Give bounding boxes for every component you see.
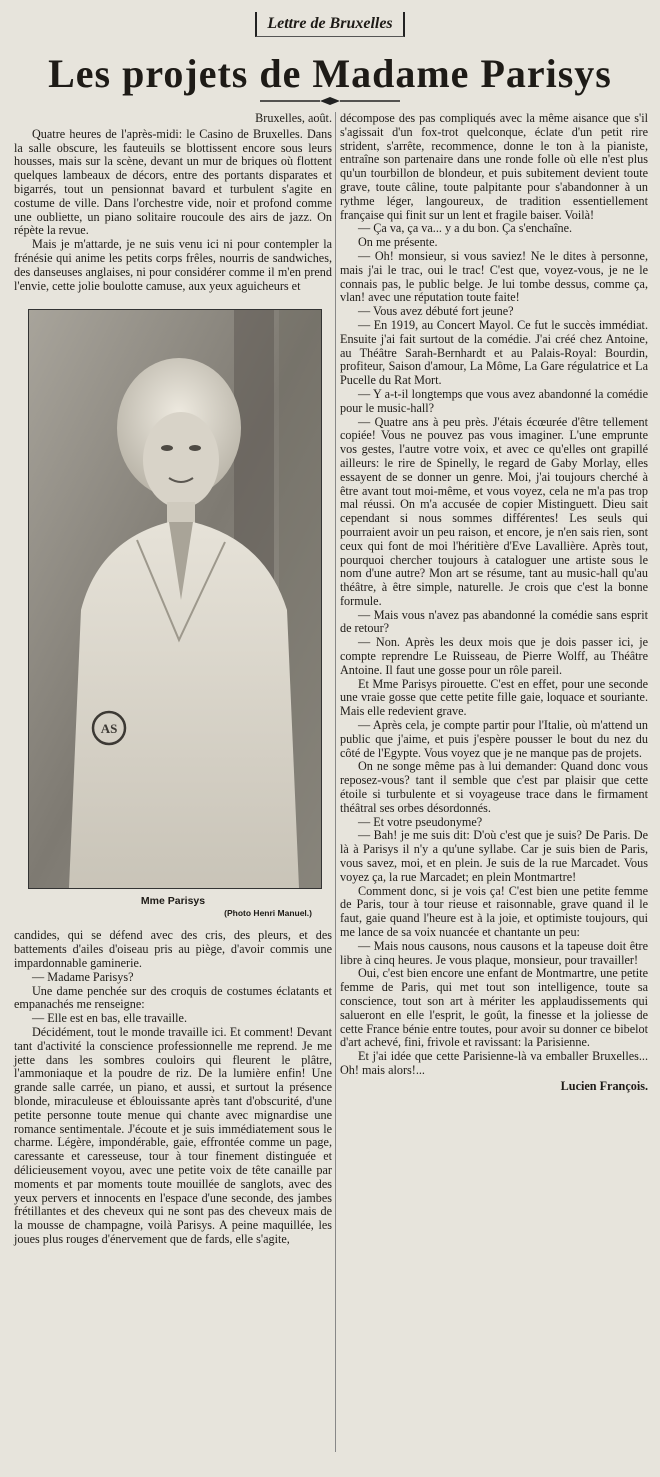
paragraph: — Madame Parisys?: [32, 969, 134, 984]
column-divider: [335, 112, 336, 1452]
paragraph: — Mais nous causons, nous causons et la tapeuse doit être libre à cinq heures. Je vous plaque, monsieur, pour travailler!: [340, 938, 648, 967]
paragraph: — Y a-t-il longtemps que vous avez abandonné la comédie pour le music-hall?: [340, 386, 648, 415]
left-column: [14, 112, 332, 1247]
paragraph: décompose des pas compliqués avec la même aisance que s'il s'agissait d'un fox-trot quelconque, éclate d'un petit rire strident, s'arrête, recommence, donne le ton à la pianiste, entraîne son partenaire dans une ronde folle où elle n'est plus qu'un tourbillon de blondeur, et puis subitement devient toute grave, toute câline, toute palpitante pour s'abandonner à un rythme léger, langoureux, de tradition essentiellement française qui finit sur un lent et fragile baiser. Voilà!: [340, 111, 648, 222]
portrait-photo: [28, 309, 322, 889]
rubric-label: Lettre de Bruxelles: [255, 12, 404, 37]
paragraph: — En 1919, au Concert Mayol. Ce fut le succès immédiat. Ensuite j'ai fait surtout de la comédie. J'ai créé chez Antoine, au Théâtre Sarah-Bernhardt et au Palais-Royal: Bourdin, profiteur, Saison d'amour, La Môme, La Gare régulatrice et La Pucelle du Rat Mort.: [340, 317, 648, 388]
paragraph: On ne songe même pas à lui demander: Quand donc vous reposez-vous? tant il semble que c'est par plaisir que cette étoile si turbulente et si voyageuse trace dans le firmament théâtral ses orbes désordonnés.: [340, 759, 648, 815]
paragraph: Quatre heures de l'après-midi: le Casino de Bruxelles. Dans la salle obscure, les fauteuils se blottissent encore sous leurs housses, mais sur la scène, devant un mur de briques où flottent quelques lambeaux de décors, entre des portants disparates et bigarrés, tout un pensionnat bavard et turbulent s'agite en costume de ville. Dans l'orchestre vide, noir et profond comme une oubliette, un piano solitaire roucoule des airs de jazz. On répète la revue.: [14, 126, 332, 238]
paragraph: — Et votre pseudonyme?: [358, 814, 483, 829]
paragraph: — Quatre ans à peu près. J'étais écœurée d'être tellement copiée! Vous ne pouvez pas vous imaginer. L'une emprunte vos gestes, l'autre votre voix, et avec ce qu'elles ont grapillé ailleurs: le rire de Spinelly, le regard de Gaby Morlay, elles essayent de se donner un genre. Moi, j'ai toujours cherché à être avant tout moi-même, et vous voyez, cela ne m'a pas trop mal réussi. On m'a accusée de copier Mistinguett. Dieu sait cependant si nous sommes différentes! Les seuls qui pourraient avoir un peu raison, et encore, je n'en sais rien, sont ceux qui font de moi l'héritière d'Eve Lavallière. Après tout, pourquoi chercher toujours à cataloguer une artiste sous le nom d'une autre? Mon art se résume, tant au music-hall qu'au théâtre, à être simple, naturelle. Je crois que c'est la bonne formule.: [340, 414, 648, 608]
dateline: Bruxelles, août.: [255, 111, 332, 125]
paragraph: — Après cela, je compte partir pour l'Italie, où m'attend un public que j'aime, et puis j'espère pousser le bout du nez du côté de l'Egypte. Vous voyez que je ne manque pas de projets.: [340, 718, 648, 760]
photo-credit: (Photo Henri Manuel.): [224, 908, 312, 919]
article-title: Les projets de Madame Parisys: [48, 51, 612, 96]
paragraph: — Vous avez débuté fort jeune?: [358, 304, 514, 319]
portrait-image: [29, 310, 321, 888]
photo-caption: Mme Parisys: [140, 895, 206, 908]
svg-text:AS: AS: [100, 721, 118, 737]
author-signature: Lucien François.: [560, 1078, 648, 1093]
title-ornament: [260, 96, 400, 106]
paragraph: Mais je m'attarde, je ne suis venu ici ni pour contempler la frénésie qui anime les petits corps frêles, nourris de sandwiches, des danseuses anglaises, ni pour considérer comme il m'en prend l'envie, cette jolie boulotte camuse, aux yeux aguicheurs et: [14, 237, 332, 293]
paragraph: Une dame penchée sur des croquis de costumes éclatants et empanachés me renseigne:: [14, 983, 332, 1012]
paragraph: — Non. Après les deux mois que je dois passer ici, je compte reprendre Le Ruisseau, de Pierre Wolff, au Théâtre Antoine. Il faut une gosse pour un rôle pareil.: [340, 635, 648, 677]
paragraph: Et Mme Parisys pirouette. C'est en effet, pour une seconde une vraie gosse que cette petite fille gaie, loquace et souriante. Mais elle redevient grave.: [340, 676, 648, 719]
paragraph: On me présente.: [358, 235, 438, 250]
paragraph: — Mais vous n'avez pas abandonné la comédie sans esprit de retour?: [340, 607, 648, 636]
paragraph: — Oh! monsieur, si vous saviez! Ne le dites à personne, mais j'ai le trac, oui le trac! C'est que, voyez-vous, je ne le connais pas, le public belge. Je lui tombe dessus, comme ça, vlan! avec une réputation toute faite!: [340, 248, 648, 305]
paragraph: — Ça va, ça va... y a du bon. Ça s'enchaîne.: [358, 221, 573, 236]
paragraph: Comment donc, si je vois ça! C'est bien une petite femme de Paris, tour à tour rieuse et raisonnable, grave quand il le faut, gaie quand l'heure est à la joie, et optimiste toujours, qui me lance de sa voix nuancée et chantante un peu:: [340, 883, 648, 940]
paragraph: candides, qui se défend avec des cris, des pleurs, et des battements d'ailes d'oiseau pris au piège, d'avoir commis une impardonnable gaminerie.: [14, 928, 332, 970]
paragraph: Et j'ai idée que cette Parisienne-là va emballer Bruxelles... Oh! mais alors!...: [340, 1049, 648, 1077]
rubric-header: [0, 12, 660, 37]
paragraph: — Bah! je me suis dit: D'où c'est que je suis? De Paris. De là à Parisys il n'y a qu'une syllabe. Car je suis bien de Paris, vous savez, moi, et en plein. Je suis de la rue Marcadet. Vous voyez ça, la rue Marcadet; en plein Montmartre!: [340, 828, 648, 884]
paragraph: Décidément, tout le monde travaille ici. Et comment! Devant tant d'activité la conscience professionnelle me reprend. Je me jette dans les sombres couloirs qui fleurent le plâtre, l'ammoniaque et la poudre de riz. De la lumière enfin! Une grande salle carrée, un piano, et aussi, et surtout la présence blonde, miraculeuse et éblouissante après tant d'obscurité, d'une petite personne toute menue qui chante avec mignardise une romance sentimentale. J'écoute et je suis immédiatement sous le charme. Légère, impondérable, gaie, effrontée comme un page, caressante et caresseuse, tour à tour finement distinguée et délicieusement voyou, avec une petite voix de tête canaille par moments et par moments toute mouillée de sanglots, avec des yeux pervers et innocents en l'espace d'une seconde, des jambes frétillantes et des cheveux qui ne sont pas des cheveux mais de la mousse de champagne, voilà Parisys. A peine maquillée, les joues plus rouges d'énervement que de fards, elle s'agite,: [14, 1024, 332, 1246]
paragraph: Oui, c'est bien encore une enfant de Montmartre, une petite femme de Paris, qui met tout son intelligence, toute sa conscience, tout son art à mériter les applaudissements qui salueront en elle l'esprit, le goût, la finesse et la joliesse de cette France bénie entre toutes, pour avoir su donner ce bibelot d'art achevé, fini, frivole et ravissant: la Parisienne.: [340, 966, 648, 1050]
paragraph: — Elle est en bas, elle travaille.: [32, 1011, 187, 1026]
right-column: [340, 112, 648, 1094]
